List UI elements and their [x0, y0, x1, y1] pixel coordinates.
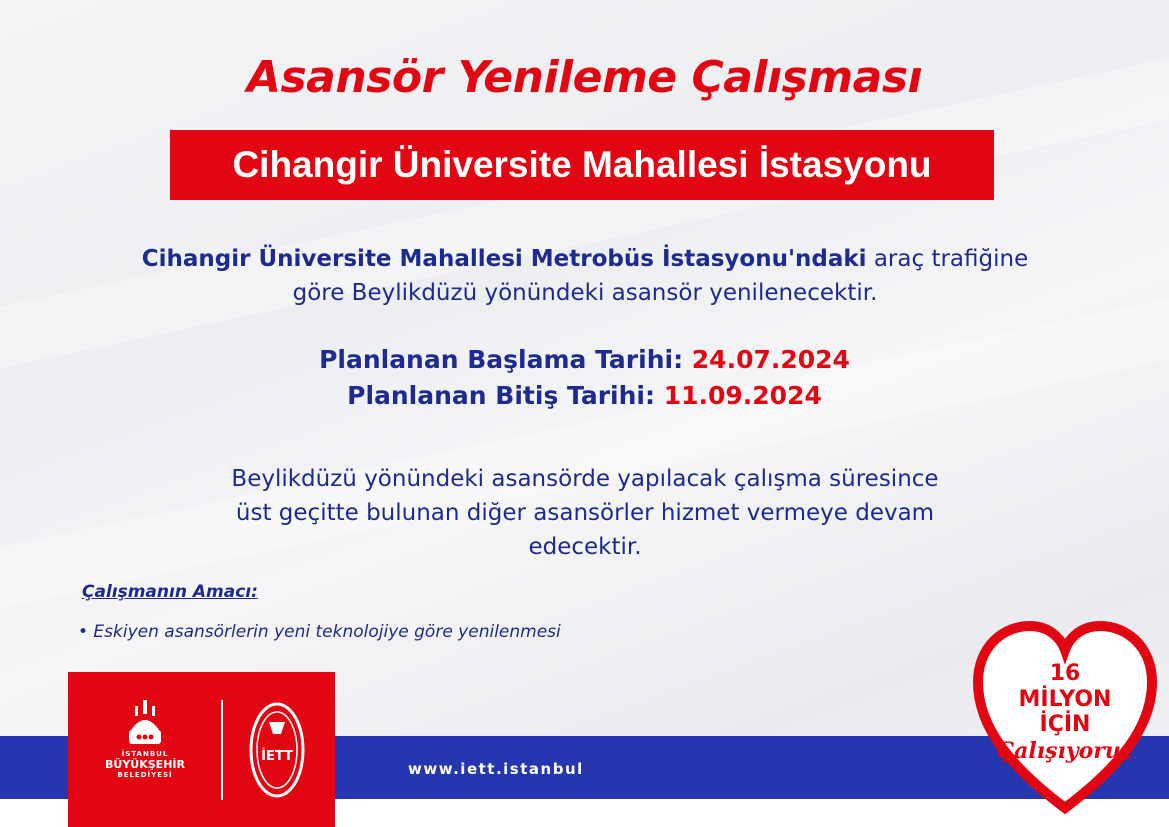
note-line2: üst geçitte bulunan diğer asansörler hizmet vermeye devam: [235, 500, 935, 526]
iett-logo: [247, 700, 307, 800]
end-date-label: Planlanan Bitiş Tarihi:: [347, 381, 664, 410]
end-date-row: [0, 378, 1169, 414]
purpose-item: • Eskiyen asansörlerin yeni teknolojiye göre yenilenmesi: [78, 622, 561, 642]
start-date-label: Planlanan Başlama Tarihi:: [319, 345, 692, 374]
purpose-heading: Çalışmanın Amacı:: [82, 582, 258, 602]
station-name-banner: [170, 130, 994, 200]
badge-line2: İÇİN: [1039, 712, 1091, 737]
logo-divider: [221, 700, 223, 800]
page-title: Asansör Yenileme Çalışması: [246, 52, 923, 103]
ibb-logo: [90, 700, 200, 800]
website-link[interactable]: www.iett.istanbul: [408, 760, 584, 778]
description-bold: Cihangir Üniversite Mahallesi Metrobüs İstasyonu'ndaki: [141, 246, 867, 272]
badge-script: Çalışıyoruz: [996, 738, 1134, 764]
ibb-top-text: İSTANBUL: [121, 750, 169, 758]
station-name: Cihangir Üniversite Mahallesi İstasyonu: [232, 144, 932, 185]
description-line2: göre Beylikdüzü yönündeki asansör yenilenecektir.: [292, 280, 878, 306]
badge-line1: MİLYON: [1018, 687, 1112, 712]
start-date-value: 24.07.2024: [691, 345, 850, 374]
planned-dates: [0, 342, 1169, 414]
badge-number: 16: [1049, 661, 1081, 686]
ibb-emblem-icon: [125, 700, 165, 750]
service-note: [100, 462, 1070, 564]
heart-badge: [972, 618, 1158, 818]
iett-logo-text: İETT: [261, 749, 293, 764]
description: [60, 242, 1110, 310]
ibb-bottom-text: BELEDİYESİ: [117, 771, 173, 779]
note-line1: Beylikdüzü yönündeki asansörde yapılacak çalışma süresince: [231, 466, 939, 492]
note-line3: edecektir.: [528, 534, 642, 560]
end-date-value: 11.09.2024: [663, 381, 822, 410]
ibb-main-text: BÜYÜKŞEHİR: [105, 758, 185, 771]
start-date-row: [0, 342, 1169, 378]
description-line1-rest: araç trafiğine: [866, 246, 1029, 272]
